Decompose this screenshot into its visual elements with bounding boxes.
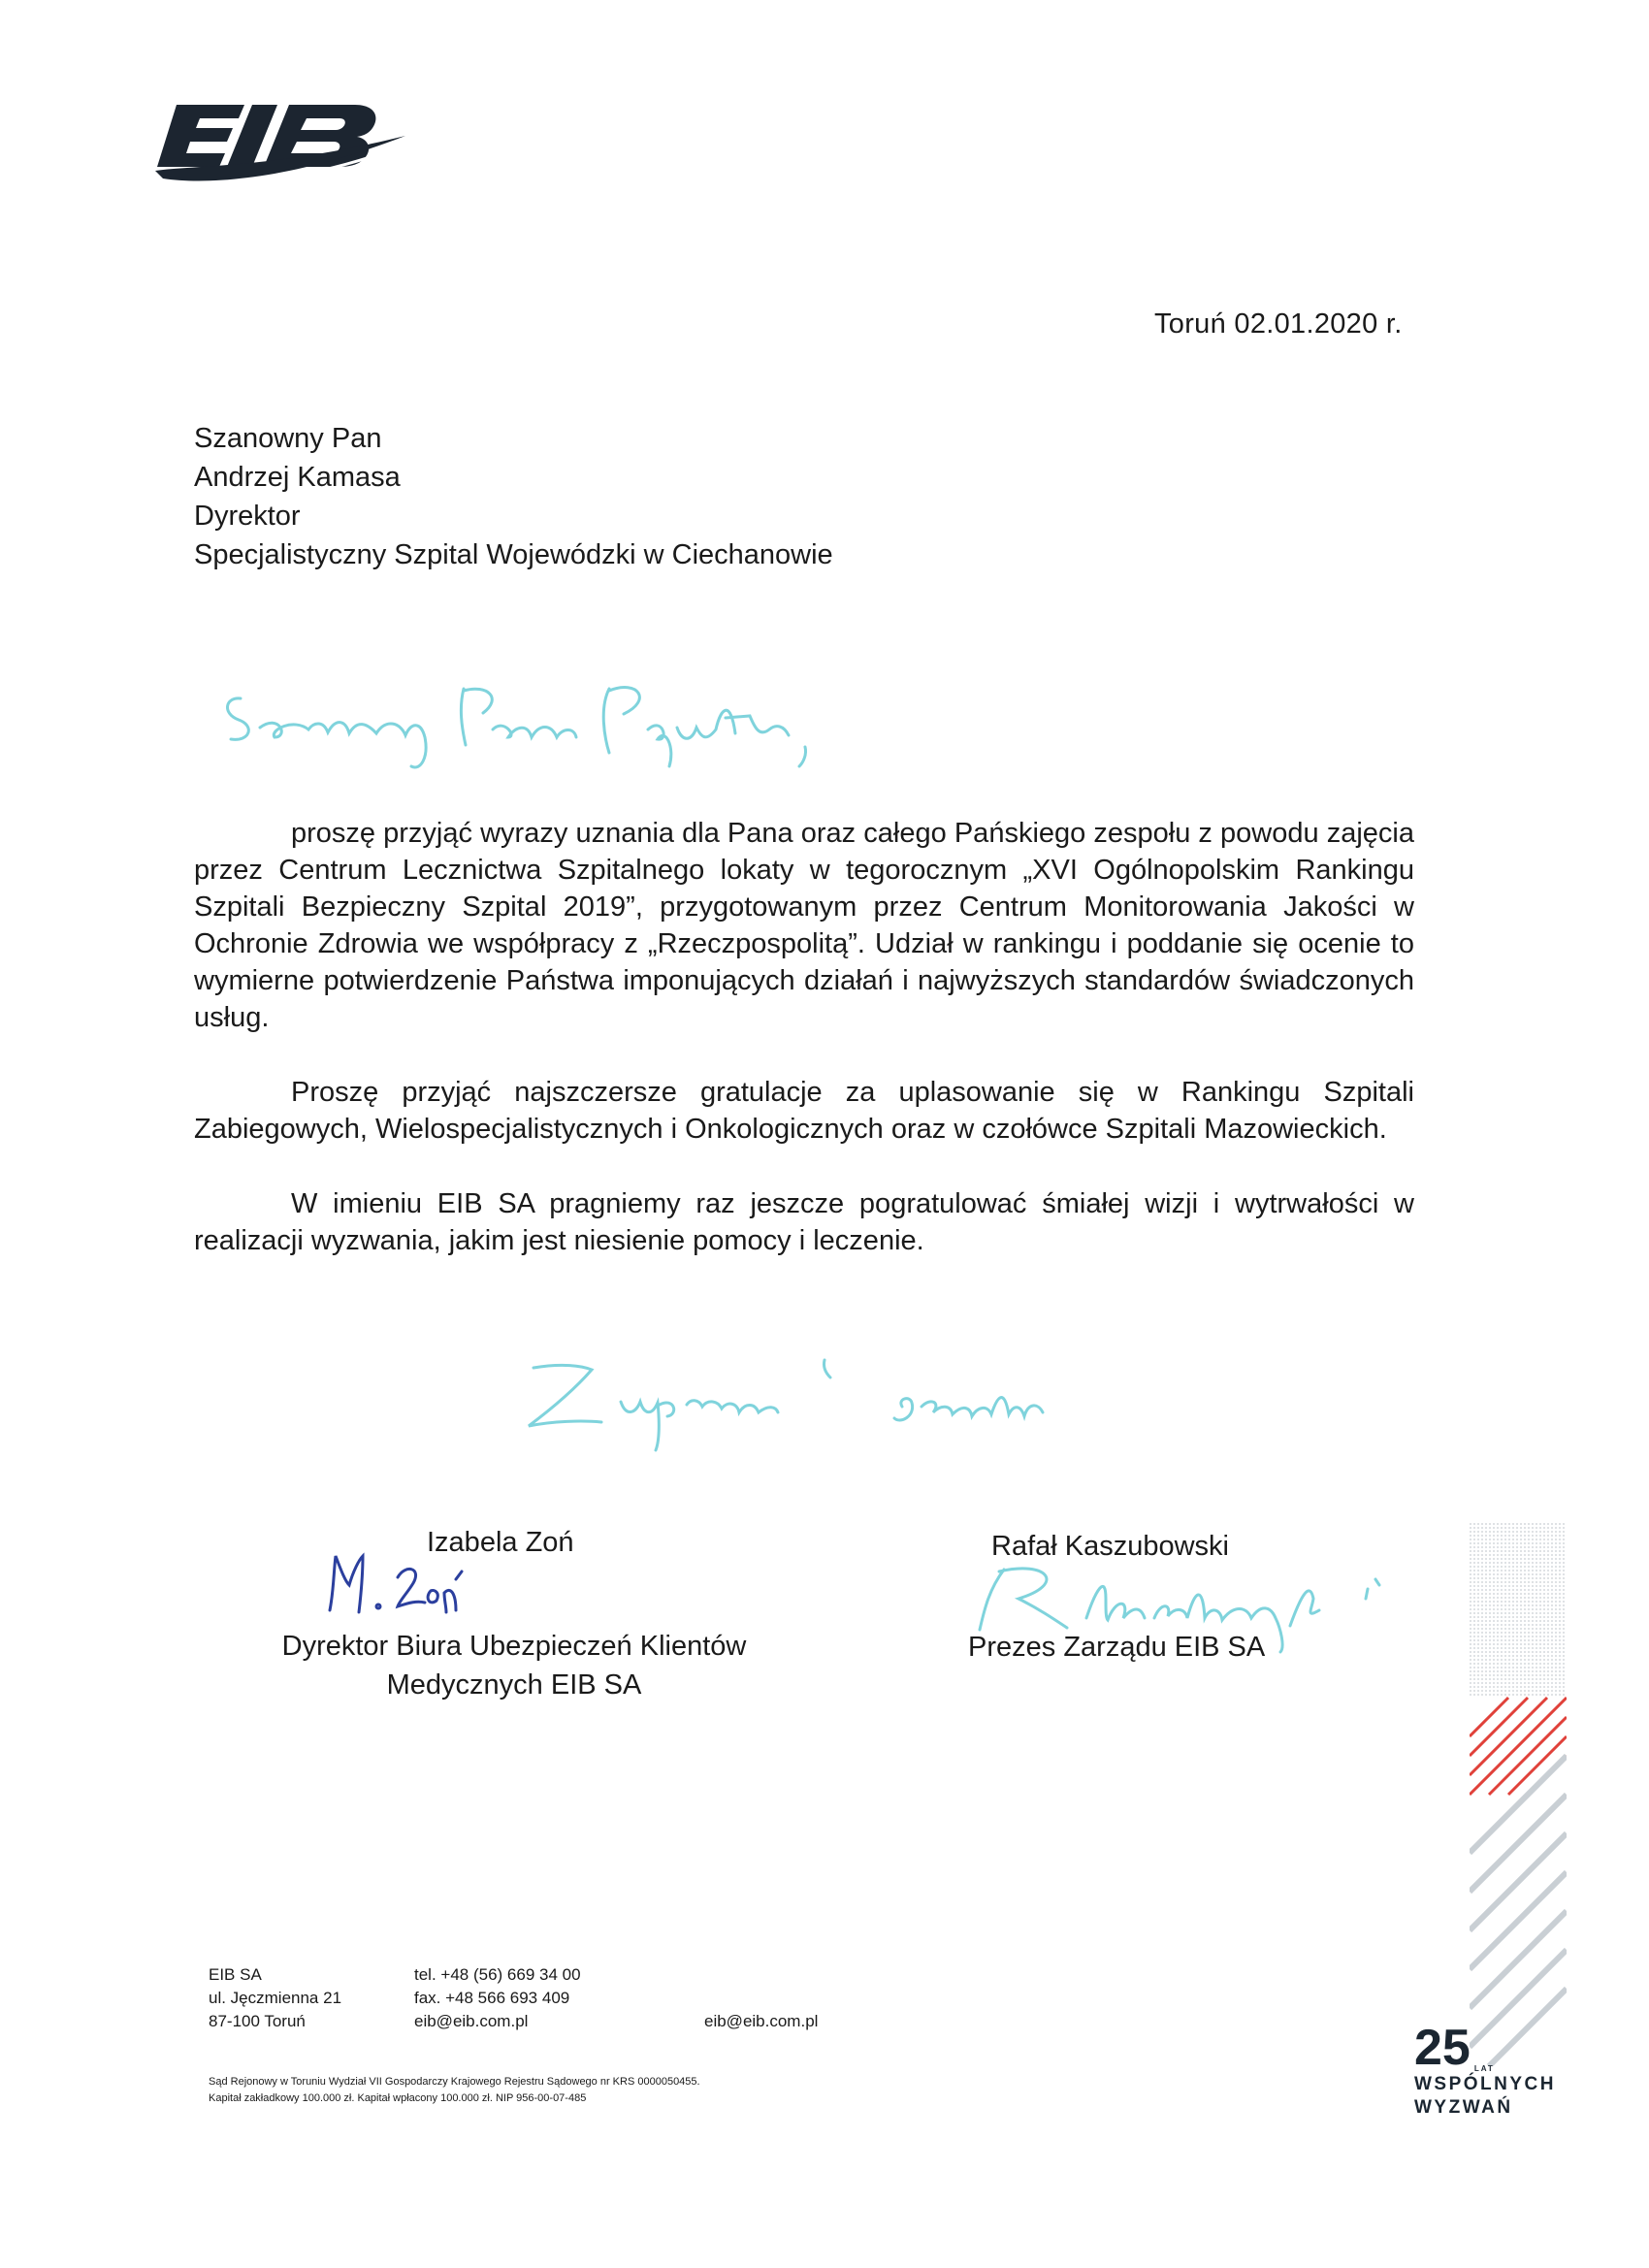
footer-city: 87-100 Toruń xyxy=(209,2012,306,2030)
recipient-institution: Specjalistyczny Szpital Wojewódzki w Ciechanowie xyxy=(194,539,833,570)
signature-1-handwritten xyxy=(320,1542,495,1630)
signatory-1-name: Izabela Zoń xyxy=(427,1527,574,1558)
footer-address xyxy=(209,1963,341,2033)
handwriting-closing-strokes xyxy=(514,1348,1135,1455)
recipient-name: Andrzej Kamasa xyxy=(194,462,401,493)
handwritten-closing xyxy=(514,1348,1135,1455)
anniversary-number: 25 xyxy=(1414,2020,1471,2076)
footer-legal-line-2: Kapitał zakładkowy 100.000 zł. Kapitał wpłacony 100.000 zł. NIP 956-00-07-485 xyxy=(209,2092,587,2104)
footer-fax: fax. +48 566 693 409 xyxy=(414,1989,570,2007)
eib-logo xyxy=(155,97,407,204)
signature-1-strokes xyxy=(320,1542,495,1630)
signatory-2-title: Prezes Zarządu EIB SA xyxy=(968,1632,1266,1663)
recipient-position: Dyrektor xyxy=(194,501,301,532)
signatory-2-name: Rafał Kaszubowski xyxy=(991,1531,1229,1562)
footer-street: ul. Jęczmienna 21 xyxy=(209,1989,342,2007)
handwritten-salutation xyxy=(221,669,1114,786)
letter-body xyxy=(194,815,1414,1297)
stripes-pattern xyxy=(1470,1523,1567,2066)
signatory-1-title-line-2: Medycznych EIB SA xyxy=(386,1669,642,1701)
anniversary-line-2: WYZWAŃ xyxy=(1414,2097,1513,2118)
body-paragraph-1: proszę przyjąć wyrazy uznania dla Pana oraz całego Pańskiego zespołu z powodu zajęcia przez Centrum Lecznictwa Szpitalnego lokaty w tegorocznym „XVI Ogólnopolskim Rankingu Szpitali Bezpieczny Szpital 2019”, przygotowanym przez Centrum Monitorowania Jakości w Ochronie Zdrowia we współpracy z „Rzeczpospolitą”. Udział w rankingu i poddanie się ocenie to wymierne potwierdzenie Państwa imponujących działań i najwyższych standardów świadczonych usług. xyxy=(194,818,1414,1033)
footer-legal-line-1: Sąd Rejonowy w Toruniu Wydział VII Gospodarczy Krajowego Rejestru Sądowego nr KRS 0000050455. xyxy=(209,2076,700,2088)
recipient-salutation-line: Szanowny Pan xyxy=(194,423,382,454)
signatory-1-title xyxy=(223,1627,805,1704)
anniversary-badge xyxy=(1414,2020,1569,2120)
decorative-stripes-graphic xyxy=(1470,1523,1567,2066)
body-paragraph-2: Proszę przyjąć najszczersze gratulacje za uplasowanie się w Rankingu Szpitali Zabiegowych, Wielospecjalistycznych i Onkologicznych oraz w czołówce Szpitali Mazowieckich. xyxy=(194,1077,1414,1145)
handwriting-salutation-strokes xyxy=(221,669,1114,786)
footer-company: EIB SA xyxy=(209,1965,262,1984)
anniversary-line-1: WSPÓLNYCH xyxy=(1414,2074,1556,2094)
signatory-1-title-line-1: Dyrektor Biura Ubezpieczeń Klientów xyxy=(281,1631,747,1662)
footer-legal xyxy=(209,2074,700,2107)
anniversary-lat: LAT xyxy=(1473,2064,1495,2073)
eib-logo-mark xyxy=(155,97,407,204)
footer-contact xyxy=(414,1963,581,2033)
footer-email-2: eib@eib.com.pl xyxy=(704,2012,819,2030)
letter-date: Toruń 02.01.2020 r. xyxy=(1154,308,1403,340)
footer-email-1: eib@eib.com.pl xyxy=(414,2012,529,2030)
footer-tel: tel. +48 (56) 669 34 00 xyxy=(414,1965,581,1984)
recipient-address xyxy=(194,419,833,574)
body-paragraph-3: W imieniu EIB SA pragniemy raz jeszcze pogratulować śmiałej wizji i wytrwałości w realizacji wyzwania, jakim jest niesienie pomocy i leczenie. xyxy=(194,1188,1414,1256)
